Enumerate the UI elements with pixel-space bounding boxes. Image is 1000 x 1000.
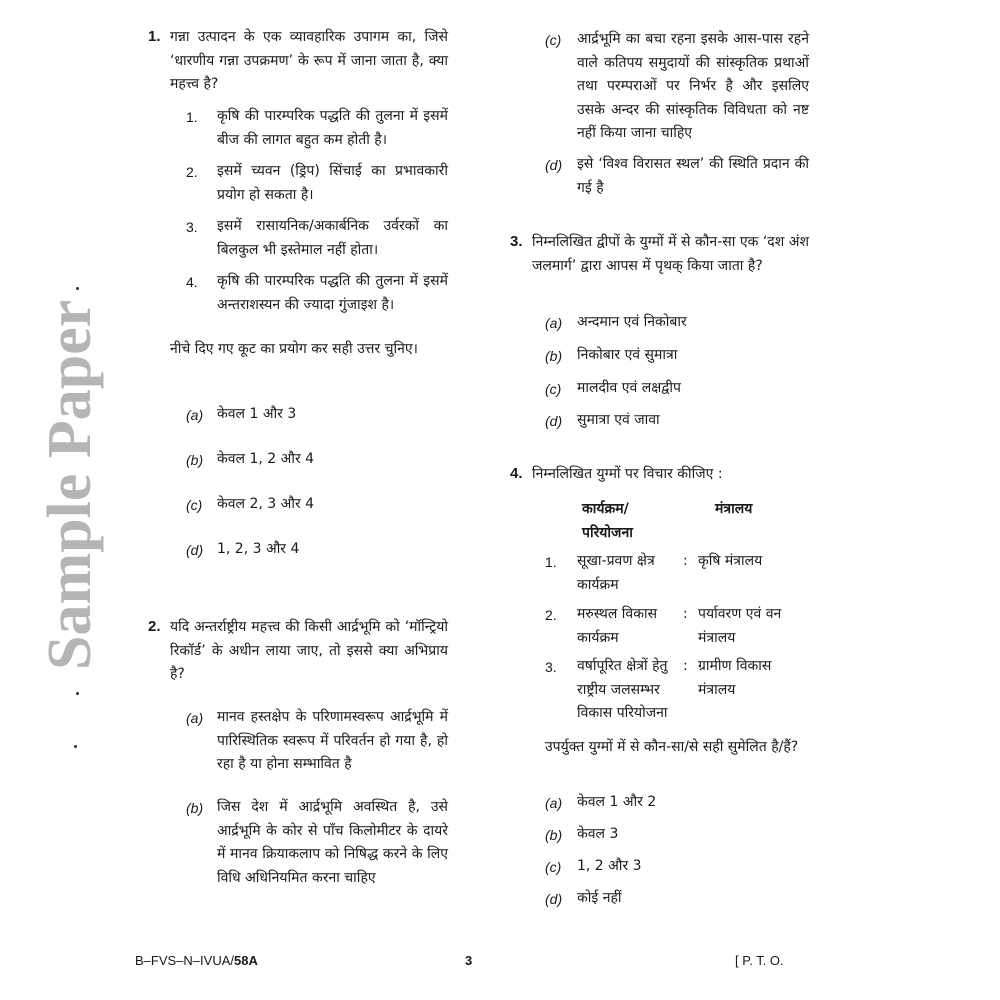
program: वर्षापूरित क्षेत्रों हेतु राष्ट्रीय जलसम्भर विकास परियोजना [577, 658, 668, 721]
statement-number: 4. [186, 274, 198, 290]
question-prompt: उपर्युक्त युग्मों में से कौन-सा/से सही सुमेलित है/हैं? [545, 739, 799, 755]
option-text: कोई नहीं [577, 890, 622, 906]
option-label: (c) [186, 497, 203, 513]
option-text: मानव हस्तक्षेप के परिणामस्वरूप आर्द्रभूमि में पारिस्थितिक स्वरूप में परिवर्तन हो गया है, हो रहा है या होना सम्भावित है [217, 709, 448, 772]
question-number: 4. [510, 465, 523, 482]
option-label: (d) [186, 542, 204, 558]
option-text: आर्द्रभूमि का बचा रहना इसके आस-पास रहने वाले कतिपय समुदायों की सांस्कृतिक प्रथाओं तथा परम्पराओं पर निर्भर है और इसलिए उसके अन्दर की सांस्कृतिक विविधता को नष्ट नहीं किया जाना चाहिए [577, 31, 809, 141]
question-number: 1. [148, 28, 161, 45]
pto-label: [ P. T. O. [735, 953, 784, 968]
pair-number: 3. [545, 659, 557, 675]
ministry: पर्यावरण एवं वन मंत्रालय [698, 606, 782, 646]
option-label: (d) [545, 157, 563, 173]
option-text: सुमात्रा एवं जावा [577, 412, 660, 428]
question-text: यदि अन्तर्राष्ट्रीय महत्त्व की किसी आर्द्रभूमि को ‘मॉन्ट्रियो रिकॉर्ड’ के अधीन लाया जाए, तो इससे क्या अभिप्राय है? [170, 619, 448, 682]
option-label: (a) [186, 710, 204, 726]
statement: इसमें च्यवन (ड्रिप) सिंचाई का प्रभावकारी प्रयोग हो सकता है। [217, 163, 448, 203]
paper-code-prefix: B–FVS–N–IVUA/ [135, 953, 234, 968]
instruction: नीचे दिए गए कूट का प्रयोग कर सही उत्तर चुनिए। [170, 341, 418, 357]
question-text: गन्ना उत्पादन के एक व्यावहारिक उपागम का, जिसे ‘धारणीय गन्ना उपक्रमण’ के रूप में जाना जाता है, क्या महत्त्व है? [170, 29, 448, 92]
option-label: (a) [545, 795, 563, 811]
ministry: कृषि मंत्रालय [698, 553, 763, 569]
option-label: (b) [545, 348, 563, 364]
paper-code [135, 953, 258, 968]
paper-code-suffix: 58A [234, 953, 258, 968]
separator: : [683, 606, 688, 622]
option-label: (b) [186, 452, 204, 468]
option-label: (c) [545, 32, 562, 48]
option-text: 1, 2, 3 और 4 [217, 541, 300, 557]
option-text: जिस देश में आर्द्रभूमि अवस्थित है, उसे आर्द्रभूमि के कोर से पाँच किलोमीटर के दायरे में मानव क्रियाकलाप को निषिद्ध करने के लिए विधि अधिनियमित करना चाहिए [217, 799, 448, 886]
program: सूखा-प्रवण क्षेत्र कार्यक्रम [577, 553, 655, 593]
option-label: (d) [545, 413, 563, 429]
option-text: केवल 2, 3 और 4 [217, 496, 315, 512]
option-text: केवल 1 और 3 [217, 406, 297, 422]
option-label: (a) [545, 315, 563, 331]
option-label: (c) [545, 859, 562, 875]
option-text: अन्दमान एवं निकोबार [577, 314, 687, 330]
watermark: Sample Paper [36, 299, 104, 670]
option-text: केवल 1 और 2 [577, 794, 657, 810]
question-text: निम्नलिखित युग्मों पर विचार कीजिए : [532, 466, 723, 482]
option-label: (b) [186, 800, 204, 816]
statement: इसमें रासायनिक/अकार्बनिक उर्वरकों का बिलकुल भी इस्तेमाल नहीं होता। [217, 218, 448, 258]
pair-number: 2. [545, 607, 557, 623]
statement-number: 2. [186, 164, 198, 180]
separator: : [683, 658, 688, 674]
option-text: 1, 2 और 3 [577, 858, 642, 874]
scan-dot [74, 745, 77, 748]
column-header-ministry: मंत्रालय [715, 501, 753, 517]
separator: : [683, 553, 688, 569]
page-number: 3 [465, 953, 473, 968]
option-label: (a) [186, 407, 204, 423]
option-text: इसे ‘विश्व विरासत स्थल’ की स्थिति प्रदान की गई है [577, 156, 809, 196]
option-label: (d) [545, 891, 563, 907]
pair-number: 1. [545, 554, 557, 570]
ministry: ग्रामीण विकास मंत्रालय [698, 658, 772, 698]
option-text: केवल 1, 2 और 4 [217, 451, 315, 467]
option-text: केवल 3 [577, 826, 619, 842]
option-label: (b) [545, 827, 563, 843]
statement-number: 3. [186, 219, 198, 235]
scan-dot [76, 287, 79, 290]
statement: कृषि की पारम्परिक पद्धति की तुलना में इसमें बीज की लागत बहुत कम होती है। [217, 108, 448, 148]
question-number: 2. [148, 618, 161, 635]
option-text: निकोबार एवं सुमात्रा [577, 347, 678, 363]
statement-number: 1. [186, 109, 198, 125]
option-text: मालदीव एवं लक्षद्वीप [577, 380, 681, 396]
option-label: (c) [545, 381, 562, 397]
statement: कृषि की पारम्परिक पद्धति की तुलना में इसमें अन्तराशस्यन की ज्यादा गुंजाइश है। [217, 273, 448, 313]
question-text: निम्नलिखित द्वीपों के युग्मों में से कौन-सा एक ‘दश अंश जलमार्ग’ द्वारा आपस में पृथक् किया जाता है? [532, 234, 809, 274]
scan-dot [76, 692, 79, 695]
question-number: 3. [510, 233, 523, 250]
program: मरुस्थल विकास कार्यक्रम [577, 606, 658, 646]
column-header-program: कार्यक्रम/ परियोजना [582, 501, 633, 541]
